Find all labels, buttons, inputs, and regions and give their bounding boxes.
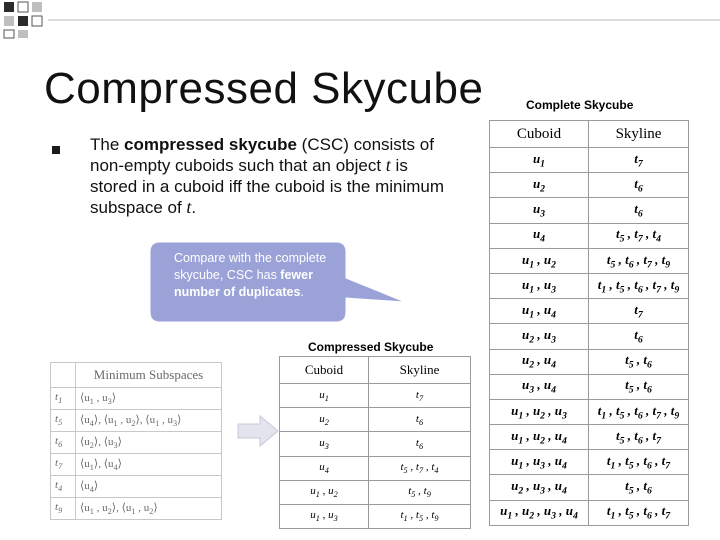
skyline-cell: $t_1$ , $t_5$ , $t_6$ , $t_7$ [589, 500, 689, 525]
table-row [280, 480, 471, 504]
skyline-cell: $t_5$ , $t_7$ , $t_4$ [589, 223, 689, 248]
skyline-cell: $t_5$ , $t_6$ , $t_7$ , $t_9$ [589, 248, 689, 273]
object-cell: $t_1$ [51, 388, 76, 410]
table-row [490, 148, 689, 173]
table-row [490, 399, 689, 424]
table-row [490, 425, 689, 450]
complete-skycube-caption: Complete Skycube [526, 98, 634, 112]
table-row [490, 500, 689, 525]
skyline-cell: $t_1$ , $t_5$ , $t_6$ , $t_7$ , $t_9$ [589, 399, 689, 424]
table-row [280, 408, 471, 432]
slide-title: Compressed Skycube [44, 64, 484, 113]
object-cell: $t_6$ [51, 432, 76, 454]
cuboid-cell: $u_2$ [280, 408, 369, 432]
decorative-corner-pattern [0, 0, 720, 40]
skyline-cell: $t_5$ , $t_6$ , $t_7$ [589, 425, 689, 450]
table-row [490, 248, 689, 273]
skyline-cell: $t_6$ [369, 432, 471, 456]
cuboid-cell: $u_1$ , $u_2$ , $u_3$ , $u_4$ [490, 500, 589, 525]
subspace-cell: $⟨u_1$ , $u_3⟩$ [76, 388, 222, 410]
skyline-cell: $t_1$ , $t_5$ , $t_6$ , $t_7$ [589, 450, 689, 475]
skyline-cell: $t_6$ [589, 173, 689, 198]
cuboid-cell: $u_2$ , $u_3$ [490, 324, 589, 349]
table-row [490, 273, 689, 298]
blank-header [51, 363, 76, 388]
skyline-cell: $t_7$ [589, 148, 689, 173]
skyline-cell: $t_5$ , $t_6$ [589, 475, 689, 500]
subspace-cell: $⟨u_2⟩$, $⟨u_3⟩$ [76, 432, 222, 454]
skyline-cell: $t_5$ , $t_9$ [369, 480, 471, 504]
cuboid-cell: $u_1$ , $u_2$ [490, 248, 589, 273]
subspace-cell: $⟨u_1⟩$, $⟨u_4⟩$ [76, 454, 222, 476]
cuboid-cell: $u_3$ [490, 198, 589, 223]
skyline-cell: $t_7$ [369, 384, 471, 408]
table-row [490, 173, 689, 198]
subspace-cell: $⟨u_1$ , $u_2⟩$, $⟨u_1$ , $u_2⟩$ [76, 498, 222, 520]
compressed-skycube-table [279, 356, 471, 529]
table-row [490, 374, 689, 399]
cuboid-cell: $u_3$ , $u_4$ [490, 374, 589, 399]
skyline-cell: $t_6$ [369, 408, 471, 432]
cuboid-cell: $u_2$ , $u_3$ , $u_4$ [490, 475, 589, 500]
table-row [51, 388, 222, 410]
cuboid-cell: $u_1$ [280, 384, 369, 408]
cuboid-cell: $u_4$ [490, 223, 589, 248]
cuboid-cell: $u_1$ , $u_3$ [490, 273, 589, 298]
cuboid-cell: $u_1$ [490, 148, 589, 173]
skyline-cell: $t_5$ , $t_6$ [589, 349, 689, 374]
callout-text: Compare with the complete skycube, CSC has fewer number of duplicates. [174, 251, 327, 299]
cuboid-cell: $u_1$ , $u_4$ [490, 299, 589, 324]
table-row [490, 223, 689, 248]
subspace-cell: $⟨u_4⟩$, $⟨u_1$ , $u_2⟩$, $⟨u_1$ , $u_3⟩$ [76, 410, 222, 432]
table-row [490, 299, 689, 324]
table-row [490, 349, 689, 374]
right-arrow-icon [236, 414, 280, 448]
header-skyline: Skyline [589, 121, 689, 148]
skyline-cell: $t_6$ [589, 198, 689, 223]
table-row [51, 454, 222, 476]
skyline-cell: $t_5$ , $t_6$ [589, 374, 689, 399]
cuboid-cell: $u_1$ , $u_2$ [280, 480, 369, 504]
cuboid-cell: $u_2$ [490, 173, 589, 198]
header-cuboid: Cuboid [490, 121, 589, 148]
table-row [51, 476, 222, 498]
skyline-cell: $t_5$ , $t_7$ , $t_4$ [369, 456, 471, 480]
table-row [51, 432, 222, 454]
minimum-subspaces-table [50, 362, 222, 520]
skyline-cell: $t_1$ , $t_5$ , $t_9$ [369, 504, 471, 528]
skyline-cell: $t_1$ , $t_5$ , $t_6$ , $t_7$ , $t_9$ [589, 273, 689, 298]
table-row [51, 498, 222, 520]
cuboid-cell: $u_1$ , $u_2$ , $u_4$ [490, 425, 589, 450]
table-row [490, 450, 689, 475]
header-minimum-subspaces: Minimum Subspaces [76, 363, 222, 388]
compressed-skycube-caption: Compressed Skycube [308, 340, 434, 354]
table-row [490, 198, 689, 223]
object-cell: $t_9$ [51, 498, 76, 520]
table-row [490, 475, 689, 500]
subspace-cell: $⟨u_4⟩$ [76, 476, 222, 498]
cuboid-cell: $u_1$ , $u_2$ , $u_3$ [490, 399, 589, 424]
complete-skycube-table [489, 120, 689, 526]
skyline-cell: $t_6$ [589, 324, 689, 349]
object-cell: $t_7$ [51, 454, 76, 476]
skyline-cell: $t_7$ [589, 299, 689, 324]
table-row [490, 324, 689, 349]
cuboid-cell: $u_2$ , $u_4$ [490, 349, 589, 374]
bullet-marker [52, 146, 60, 154]
cuboid-cell: $u_3$ [280, 432, 369, 456]
table-row [280, 456, 471, 480]
table-row [280, 432, 471, 456]
cuboid-cell: $u_1$ , $u_3$ [280, 504, 369, 528]
body-paragraph: The compressed skycube (CSC) consists of non-empty cuboids such that an object t is stored in a cuboid iff the cuboid is the minimum subspace of t. [90, 135, 445, 217]
header-cuboid: Cuboid [280, 357, 369, 384]
cuboid-cell: $u_1$ , $u_3$ , $u_4$ [490, 450, 589, 475]
object-cell: $t_4$ [51, 476, 76, 498]
table-row [280, 384, 471, 408]
cuboid-cell: $u_4$ [280, 456, 369, 480]
table-row [280, 504, 471, 528]
table-row [51, 410, 222, 432]
header-skyline: Skyline [369, 357, 471, 384]
object-cell: $t_5$ [51, 410, 76, 432]
